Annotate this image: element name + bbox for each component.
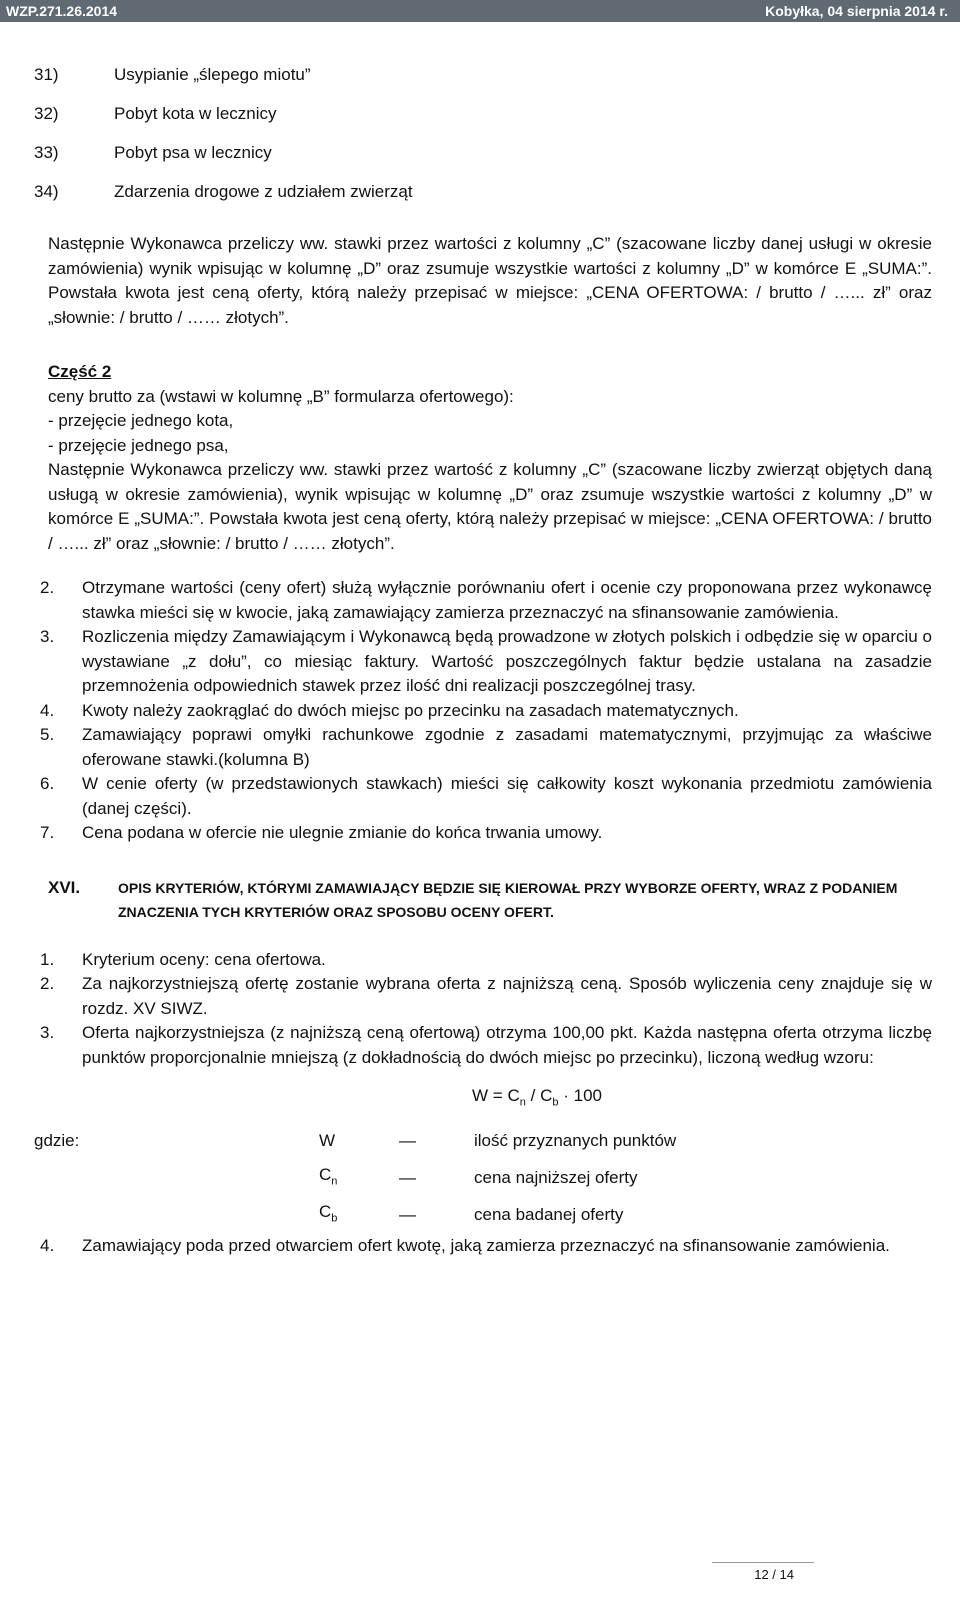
legend-row: gdzie: W — ilość przyznanych punktów (34, 1123, 932, 1160)
footer-divider (712, 1562, 814, 1563)
part1-calculation-paragraph: Następnie Wykonawca przeliczy ww. stawki przez wartości z kolumny „C” (szacowane liczby danej usługi w okresie zamówienia) wynik wpisując w kolumnę „D” oraz zsumuje wszystkie wartości z kolumny „D” w komórce E „SUMA:”. Powstała kwota jest ceną oferty, którą należy przepisać w miejsce: „CENA OFERTOWA: / brutto / …... zł” oraz „słownie: / brutto / …… złotych”. (48, 234, 932, 327)
part2-item: - przejęcie jednego psa, (48, 435, 229, 455)
document-date: Kobyłka, 04 sierpnia 2014 r. (765, 3, 948, 19)
list-item: 2. Otrzymane wartości (ceny ofert) służą wyłącznie porównaniu ofert i ocenie czy proponowana przez wykonawcę stawka mieści się w kwocie, jaką zamawiający zamierza przeznaczyć na sfinansowanie zamówienia. (40, 578, 932, 622)
part2-intro: ceny brutto za (wstawi w kolumnę „B” formularza ofertowego): (48, 386, 514, 406)
list-item: 4. Zamawiający poda przed otwarciem ofert kwotę, jaką zamierza przeznaczyć na sfinansowanie zamówienia. (40, 1235, 890, 1255)
list-item: 5. Zamawiający poprawi omyłki rachunkowe zgodnie z zasadami matematycznymi, przyjmując za właściwe oferowane stawki.(kolumna B) (40, 725, 932, 769)
list-item: 2. Za najkorzystniejszą ofertę zostanie wybrana oferta z najniższą ceną. Sposób wyliczenia ceny znajduje się w rozdz. XV SIWZ. (40, 974, 932, 1018)
list-item: 32) Pobyt kota w lecznicy (34, 104, 277, 124)
score-formula: $W = C_n / C_b \cdot 100$ (472, 1086, 602, 1109)
part2-calculation-paragraph: Następnie Wykonawca przeliczy ww. stawki przez wartość z kolumny „C” (szacowane liczby zwierząt objętych daną usługą w okresie zamówienia), wynik wpisując w kolumnę „D” oraz zsumuje wszystkie wartości z kolumny „D” w komórce E „SUMA:”. Powstała kwota jest ceną oferty, którą należy przepisać w miejsce: „CENA OFERTOWA: / brutto / …... zł” oraz „słownie: / brutto / …… złotych”. (48, 460, 932, 553)
section-title: OPIS KRYTERIÓW, KTÓRYMI ZAMAWIAJĄCY BĘDZIE SIĘ KIEROWAŁ PRZY WYBORZE OFERTY, WRAZ Z PODANIEM ZNACZENIA TYCH KRYTERIÓW ORAZ SPOSOBU OCENY OFERT. (118, 879, 898, 920)
list-item: 6. W cenie oferty (w przedstawionych stawkach) mieści się całkowity koszt wykonania przedmiotu zamówienia (danej części). (40, 774, 932, 818)
numbered-list (40, 576, 932, 846)
section-heading (48, 876, 932, 924)
list-item: 1. Kryterium oceny: cena ofertowa. (40, 949, 326, 969)
page-content (34, 56, 932, 1258)
part2-title: Część 2 (48, 362, 112, 381)
list-item: 3. Oferta najkorzystniejsza (z najniższą ceną ofertową) otrzyma 100,00 pkt. Każda następna oferta otrzyma liczbę punktów proporcjonalnie mniejszą (z dokładnością do dwóch miejsc po przecinku), liczoną według wzoru: (40, 1023, 932, 1067)
list-item: 31) Usypianie „ślepego miotu” (34, 65, 311, 85)
service-list (34, 56, 932, 212)
part2-item: - przejęcie jednego kota, (48, 411, 234, 430)
legend-row: $C_b$ — cena badanej oferty (319, 1201, 624, 1225)
criteria-list (34, 948, 932, 1259)
document-reference: WZP.271.26.2014 (6, 3, 118, 19)
list-item: 33) Pobyt psa w lecznicy (34, 143, 272, 163)
list-item: 3. Rozliczenia między Zamawiającym i Wykonawcą będą prowadzone w złotych polskich i odbędzie się w oparciu o wystawiane „z dołu”, co miesiąc faktury. Wartość poszczególnych faktur będzie ustalana na zasadzie przemnożenia odpowiednich stawek przez ilość dni realizacji poszczególnej trasy. (40, 627, 932, 695)
section-number: XVI. (48, 877, 81, 897)
page-number: 12 / 14 (754, 1567, 794, 1582)
page-header (0, 0, 960, 22)
formula-legend (34, 1123, 932, 1234)
list-item: 4. Kwoty należy zaokrąglać do dwóch miejsc po przecinku na zasadach matematycznych. (40, 700, 739, 720)
list-item: 7. Cena podana w ofercie nie ulegnie zmianie do końca trwania umowy. (40, 823, 603, 842)
legend-label: gdzie: (34, 1131, 80, 1151)
list-item: 34) Zdarzenia drogowe z udziałem zwierząt (34, 182, 413, 202)
legend-row: $C_n$ — cena najniższej oferty (319, 1164, 638, 1188)
